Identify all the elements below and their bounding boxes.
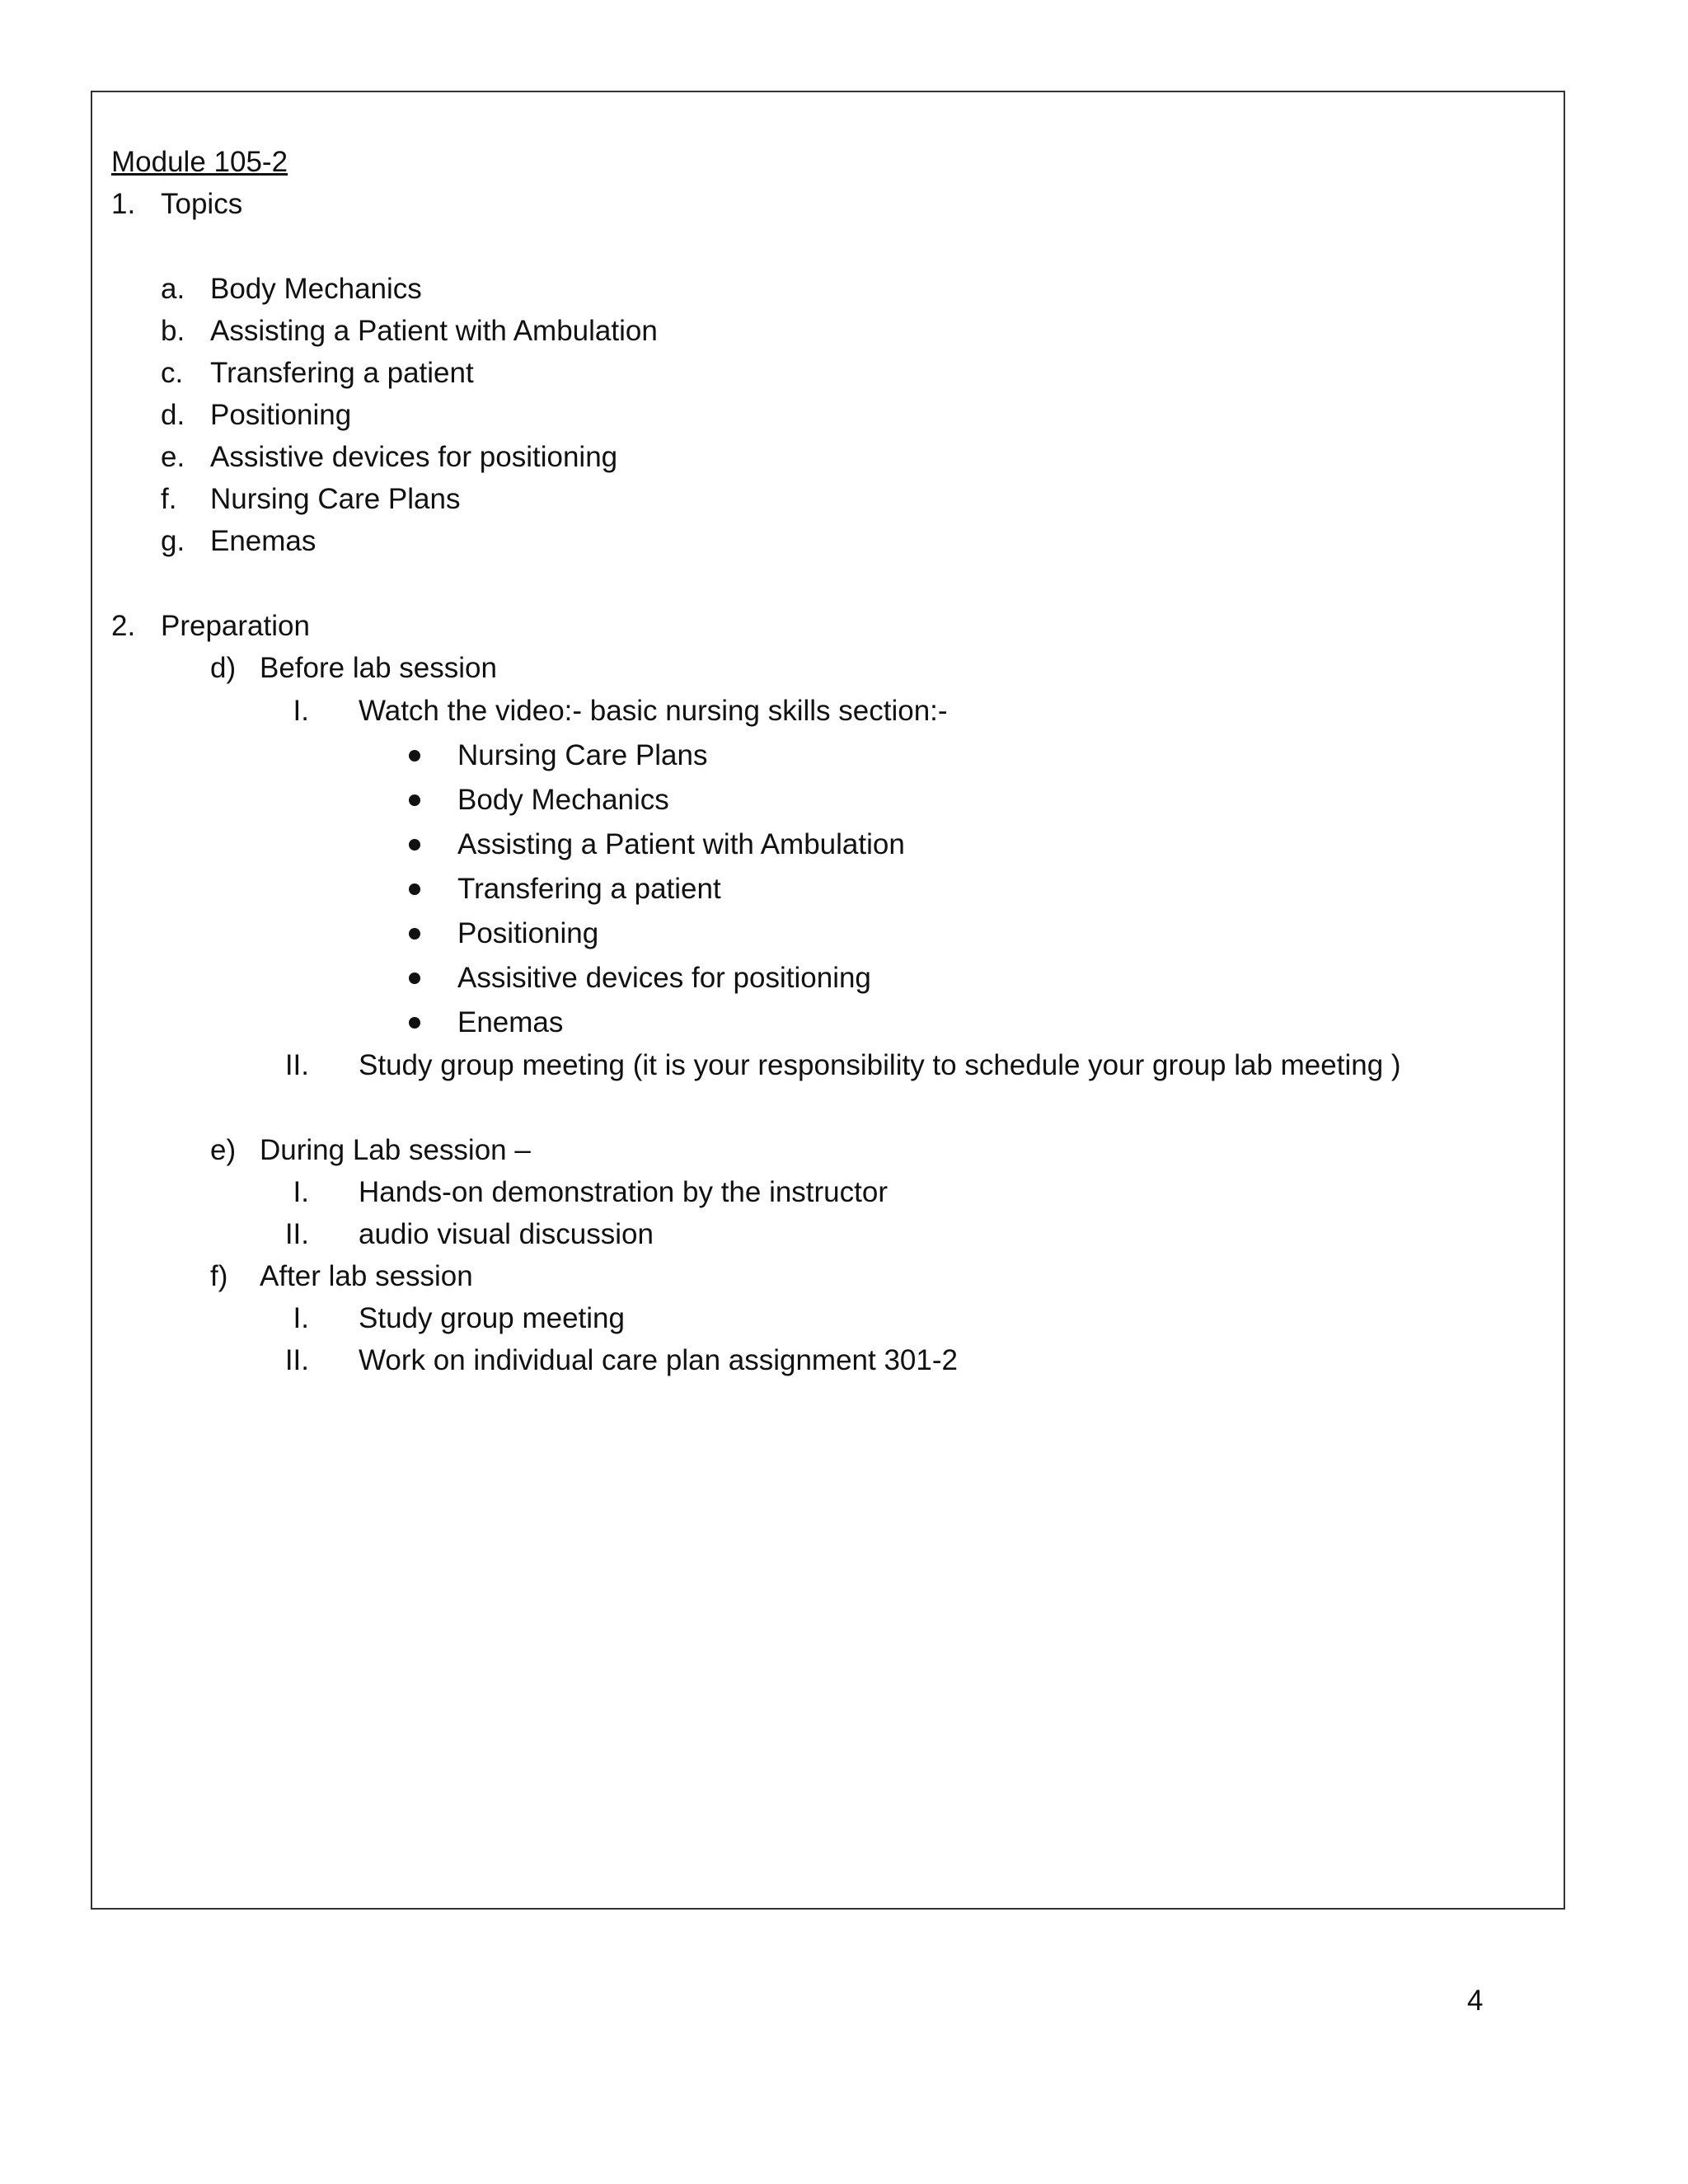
video-item: Enemas xyxy=(457,1006,564,1038)
step-marker: II. xyxy=(284,1049,309,1081)
step-item: Study group meeting xyxy=(359,1302,625,1334)
phase-heading: Before lab session xyxy=(260,652,497,684)
step-item: Hands-on demonstration by the instructor xyxy=(359,1176,888,1208)
step-marker: I. xyxy=(293,695,309,727)
step-marker: I. xyxy=(293,1176,309,1208)
bullet-dot xyxy=(409,750,420,762)
video-item: Transfering a patient xyxy=(457,873,721,905)
section-marker: 2. xyxy=(111,610,136,642)
phase-marker: f) xyxy=(210,1260,228,1292)
bullet-dot xyxy=(409,839,420,851)
video-item: Nursing Care Plans xyxy=(457,739,708,771)
step-marker: II. xyxy=(284,1344,309,1376)
step-item: audio visual discussion xyxy=(359,1218,654,1250)
page-number: 4 xyxy=(1467,1985,1484,2017)
video-item: Body Mechanics xyxy=(457,784,669,816)
video-item: Assisting a Patient with Ambulation xyxy=(457,828,905,860)
topic-marker: e. xyxy=(161,441,185,473)
section-marker: 1. xyxy=(111,188,136,220)
video-item: Positioning xyxy=(457,917,599,949)
topic-item: Nursing Care Plans xyxy=(210,483,461,515)
topic-item: Enemas xyxy=(210,525,316,557)
topic-marker: b. xyxy=(161,315,185,347)
phase-marker: d) xyxy=(210,652,237,684)
bullet-dot xyxy=(409,883,420,895)
phase-heading: During Lab session – xyxy=(260,1134,531,1166)
bullet-dot xyxy=(409,972,420,984)
step-marker: II. xyxy=(284,1218,309,1250)
topic-marker: g. xyxy=(161,525,185,557)
phase-heading: After lab session xyxy=(260,1260,473,1292)
topic-item: Assistive devices for positioning xyxy=(210,441,618,473)
section-heading-preparation: Preparation xyxy=(161,610,310,642)
step-item: Study group meeting (it is your responsibility to schedule your group lab meeting ) xyxy=(359,1049,1401,1081)
topic-marker: a. xyxy=(161,273,185,305)
topic-marker: d. xyxy=(161,399,185,431)
bullet-dot xyxy=(409,1017,420,1029)
topic-item: Positioning xyxy=(210,399,352,431)
step-item: Work on individual care plan assignment 301-2 xyxy=(359,1344,958,1376)
bullet-dot xyxy=(409,794,420,806)
section-heading-topics: Topics xyxy=(161,188,243,220)
video-item: Assisitive devices for positioning xyxy=(457,962,871,994)
topic-item: Body Mechanics xyxy=(210,273,422,305)
topic-item: Assisting a Patient with Ambulation xyxy=(210,315,658,347)
topic-item: Transfering a patient xyxy=(210,357,474,389)
phase-marker: e) xyxy=(210,1134,237,1166)
step-marker: I. xyxy=(293,1302,309,1334)
module-title: Module 105-2 xyxy=(111,146,288,178)
bullet-dot xyxy=(409,928,420,940)
topic-marker: f. xyxy=(161,483,177,515)
topic-marker: c. xyxy=(161,357,184,389)
step-item: Watch the video:- basic nursing skills section:- xyxy=(359,695,948,727)
